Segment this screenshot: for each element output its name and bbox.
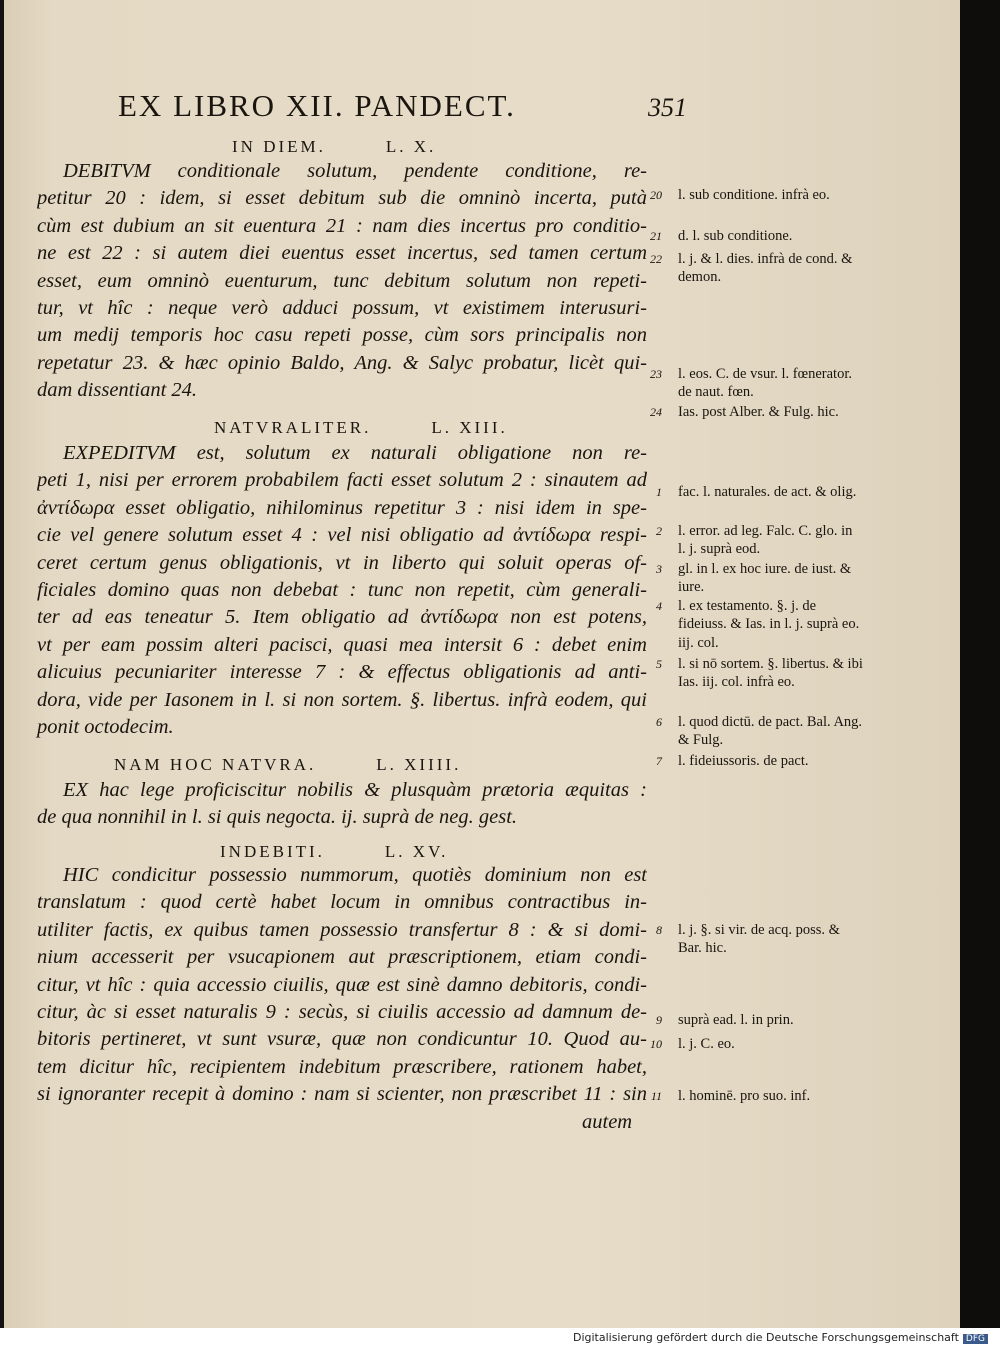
running-header: EX LIBRO XII. PANDECT.	[118, 88, 516, 123]
note-text: fac. l. naturales. de act. & olig.	[678, 484, 857, 500]
note-number: 20	[650, 188, 662, 202]
note-text: l. quod dictū. de pact. Bal. Ang. & Fulg.	[678, 714, 863, 749]
credit-text: Digitalisierung gefördert durch die Deutsche Forschungsgemeinschaft	[572, 1331, 959, 1344]
text-line: um medij temporis hoc casu repeti posse, cùm sors principalis non	[37, 324, 647, 347]
note-number: 21	[650, 229, 662, 243]
rubric-indebiti	[220, 842, 448, 862]
note-number: 11	[650, 1089, 662, 1103]
note-text: l. fideiussoris. de pact.	[678, 753, 809, 769]
section-in-diem	[37, 158, 647, 405]
text-line: cùm est dubium an sit euentura 21 : nam dies incertus pro conditio-	[37, 214, 647, 237]
note-text: l. j. §. si vir. de acq. poss. & Bar. hic.	[678, 922, 840, 957]
text-line: si ignoranter recepit à domino : nam si scienter, non præscribet 11 : sin	[37, 1083, 647, 1106]
text-line: alicuius pecuniariter interesse 7 : & effectus obligationis ad anti-	[37, 661, 647, 684]
section-nam-hoc-natura	[37, 777, 647, 832]
text-line: nium accesserit per vsucapionem aut præscriptionem, etiam condi-	[37, 946, 647, 969]
text-line: citur, àc si esset naturalis 9 : secùs, si ciuilis accessio ad damnum de-	[37, 1000, 647, 1023]
rubric-label: INDEBITI.	[220, 842, 325, 861]
catchword: autem	[582, 1110, 633, 1133]
note-text: l. eos. C. de vsur. l. fœnerator. de naut. fœn.	[678, 366, 852, 401]
digitization-credit	[573, 1331, 988, 1344]
rubric-in-diem	[232, 137, 436, 157]
note-number: 22	[650, 252, 662, 266]
text-line: tem dicitur hîc, recipientem indebitum præscribere, rationem habet,	[37, 1055, 647, 1078]
note-number: 2	[656, 524, 662, 538]
note-number: 24	[650, 405, 662, 419]
text-line: utiliter factis, ex quibus tamen possessio transfertur 8 : & si domi-	[37, 918, 647, 941]
note-number: 7	[656, 754, 662, 768]
text-line: ceret certum genus obligationis, vt in liberto qui soluit operas of-	[37, 551, 647, 574]
text-line: EXPEDITVM est, solutum ex naturali obligatione non re-	[63, 442, 647, 464]
note-number: 8	[656, 923, 662, 937]
text-line: ponit octodecim.	[37, 715, 174, 738]
text-line: cie vel genere solutum esset 4 : vel nisi obligatio ad ἀντίδωρα respi-	[37, 524, 647, 547]
note-text: l. error. ad leg. Falc. C. glo. in l. j. suprà eod.	[678, 523, 853, 558]
rubric-nam-hoc-natura	[114, 755, 461, 775]
rubric-law: L. XIII.	[431, 418, 508, 437]
note-number: 10	[650, 1037, 662, 1051]
note-text: l. j. & l. dies. infrà de cond. & demon.	[678, 251, 853, 286]
note-text: l. j. C. eo.	[678, 1036, 735, 1052]
text-line: peti 1, nisi per errorem probabilem facti esset solutum 2 : sinautem ad	[37, 469, 647, 492]
text-line: dora, vide per Iasonem in l. si non sortem. §. libertus. infrà eodem, qui	[37, 688, 647, 711]
note-text: l. si nō sortem. §. libertus. & ibi Ias. iij. col. infrà eo.	[678, 656, 863, 691]
note-number: 4	[656, 599, 662, 613]
note-number: 1	[656, 485, 662, 499]
text-line: repetatur 23. & hæc opinio Baldo, Ang. & Salyc probatur, licèt qui-	[37, 351, 647, 374]
note-text: suprà ead. l. in prin.	[678, 1012, 794, 1028]
text-line: EX hac lege proficiscitur nobilis & plusquàm prætoria æquitas :	[63, 779, 647, 801]
text-line: citur, vt hîc : quia accessio ciuilis, quæ est sinè damno debitoris, condi-	[37, 973, 647, 996]
rubric-law: L. XIIII.	[376, 755, 462, 774]
text-line: dam dissentiant 24.	[37, 379, 198, 402]
rubric-naturaliter	[214, 418, 508, 438]
text-line: ἀντίδωρα esset obligatio, nihilominus repetitur 3 : nisi idem in spe-	[37, 496, 647, 519]
text-line: ficiales domino quas non debebat : tunc non repetit, cùm generali-	[37, 578, 647, 601]
text-line: vt per eam possim alteri pacisci, quasi mea intersit 6 : debet enim	[37, 633, 647, 656]
rubric-law: L. X.	[385, 137, 437, 156]
section-naturaliter	[37, 440, 647, 741]
scan-border	[960, 0, 1000, 1328]
rubric-label: IN DIEM.	[232, 137, 326, 156]
note-text: l. sub conditione. infrà eo.	[678, 187, 830, 203]
text-line: ne est 22 : si autem diei euentus esset incertus, sed tamen certum	[37, 242, 647, 265]
text-line: bitoris pertineret, vt sunt vsuræ, quæ non condicuntur 10. Quod au-	[37, 1028, 647, 1051]
note-number: 23	[650, 367, 662, 381]
text-line: DEBITVM conditionale solutum, pendente conditione, re-	[63, 160, 647, 182]
dfg-logo: DFG	[963, 1334, 988, 1344]
text-line: tur, vt hîc : neque verò adduci possum, vt existimem interusuri-	[37, 296, 647, 319]
text-line: HIC condicitur possessio nummorum, quotiès dominium non est	[63, 864, 647, 886]
note-number: 3	[656, 562, 662, 576]
text-line: translatum : quod certè habet locum in omnibus contractibus in-	[37, 891, 647, 914]
note-text: gl. in l. ex hoc iure. de iust. & iure.	[678, 561, 852, 596]
rubric-label: NAM HOC NATVRA.	[114, 755, 317, 774]
note-number: 5	[656, 657, 662, 671]
rubric-law: L. XV.	[384, 842, 449, 861]
note-text: l. hominē. pro suo. inf.	[678, 1088, 811, 1104]
text-line: petitur 20 : idem, si esset debitum sub die omninò incerta, putà	[37, 187, 647, 210]
note-text: d. l. sub conditione.	[678, 228, 793, 244]
page-number: 351	[648, 93, 687, 122]
section-indebiti	[37, 862, 647, 1136]
note-text: Ias. post Alber. & Fulg. hic.	[678, 404, 839, 420]
rubric-label: NATVRALITER.	[214, 418, 372, 437]
text-line: ter ad eas teneatur 5. Item obligatio ad ἀντίδωρα non est potens,	[37, 606, 647, 629]
text-line: de qua nonnihil in l. si quis negocta. ij. suprà de neg. gest.	[37, 806, 518, 829]
note-number: 9	[656, 1013, 662, 1027]
note-text: l. ex testamento. §. j. de fideiuss. & Ias. in l. j. suprà eo. iij. col.	[678, 598, 860, 651]
note-number: 6	[656, 715, 662, 729]
text-line: esset, eum omninò euenturum, tunc debitum solutum non repeti-	[37, 269, 647, 292]
